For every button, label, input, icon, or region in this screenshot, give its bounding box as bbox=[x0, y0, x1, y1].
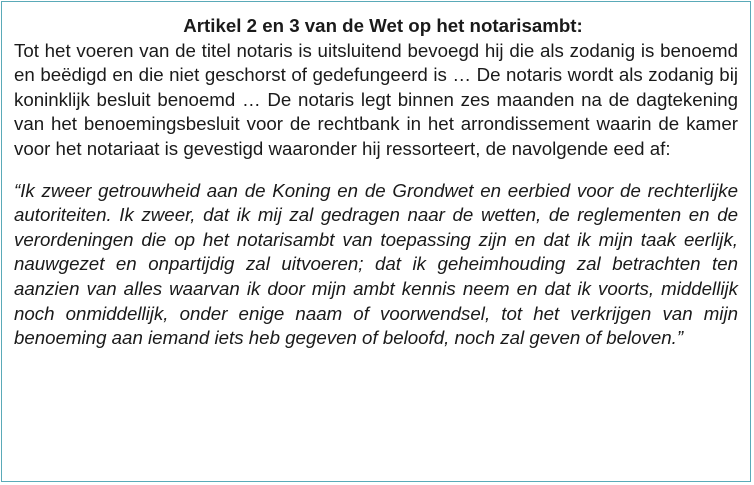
document-title: Artikel 2 en 3 van de Wet op het notarisambt: bbox=[183, 15, 583, 36]
text-box-frame bbox=[1, 1, 751, 482]
law-article-paragraph: Tot het voeren van de titel notaris is uitsluitend bevoegd hij die als zodanig is benoemd en beëdigd en die niet geschorst of gedefungeerd is … De notaris wordt als zodanig bij koninklijk besluit benoemd … De notaris legt binnen zes maanden na de dagtekening van het benoemingsbesluit voor de rechtbank in het arrondissement waarin de kamer voor het notariaat is gevestigd waaronder hij ressorteert, de navolgende eed af: bbox=[14, 39, 738, 159]
text-box-content bbox=[14, 14, 738, 351]
oath-quote-paragraph: “Ik zweer getrouwheid aan de Koning en de Grondwet en eerbied voor de rechterlijke autoriteiten. Ik zweer, dat ik mij zal gedragen naar de wetten, de reglementen en de verordeningen die op het notarisambt van toepassing zijn en dat ik mijn taak eerlijk, nauwgezet en onpartijdig zal uitvoeren; dat ik geheimhouding zal betrachten ten aanzien van alles waarvan ik door mijn ambt kennis neem en dat ik voorts, middellijk noch onmiddellijk, onder enige naam of voorwendsel, tot het verkrijgen van mijn benoeming aan iemand iets heb gegeven of beloofd, noch zal geven of beloven.” bbox=[14, 179, 738, 349]
